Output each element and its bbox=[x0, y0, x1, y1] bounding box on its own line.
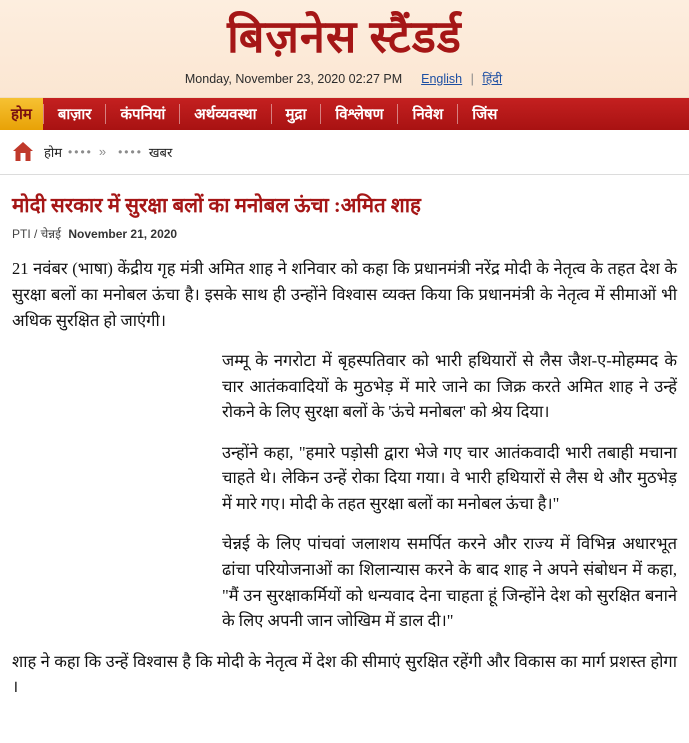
breadcrumb-home[interactable]: होम bbox=[44, 144, 63, 160]
article-paragraph: शाह ने कहा कि उन्हें विश्वास है कि मोदी के नेतृत्व में देश की सीमाएं सुरक्षित रहेंगी और विकास का मार्ग प्रशस्त होगा । bbox=[12, 651, 677, 697]
language-separator: | bbox=[470, 71, 474, 86]
breadcrumb-arrow: » bbox=[98, 144, 107, 160]
nav-item-analysis[interactable]: विश्लेषण bbox=[335, 105, 384, 123]
nav-item-investment[interactable]: निवेश bbox=[412, 105, 444, 123]
byline-date: November 21, 2020 bbox=[68, 227, 178, 242]
language-link-hindi[interactable]: हिंदी bbox=[482, 71, 503, 86]
article-body bbox=[12, 256, 677, 699]
article-paragraph: चेन्नई के लिए पांचवां जलाशय समर्पित करने और राज्य में विभिन्न अधारभूत ढांचा परियोजनाओं का शिलान्यास करने के बाद शाह ने अपने संबोधन में कहा, "मैं उन सुरक्षाकर्मियों को धन्यवाद देना चाहता हूं जिन्होंने देश को सुरक्षित बनाने के लिए अपनी जान जोखिम में डाल दी।" bbox=[222, 534, 677, 631]
main-navigation bbox=[0, 98, 689, 130]
byline bbox=[12, 225, 677, 242]
nav-item-companies[interactable]: कंपनियां bbox=[120, 105, 166, 123]
article-paragraph: उन्होंने कहा, "हमारे पड़ोसी द्वारा भेजे गए चार आतंकवादी भारी तबाही मचाना चाहते थे। लेकिन उन्हें रोका दिया गया। वे भारी हथियारों से लैस थे और मुठभेड़ में मारे गए। मोदी के तहत सुरक्षा बलों का मनोबल ऊंचा है।" bbox=[222, 442, 677, 513]
current-date-time: Monday, November 23, 2020 02:27 PM bbox=[184, 71, 403, 86]
nav-item-currency[interactable]: मुद्रा bbox=[285, 105, 307, 123]
article-paragraph: जम्मू के नगरोटा में बृहस्पतिवार को भारी हथियारों से लैस जैश-ए-मोहम्मद के चार आतंकवादियों के मुठभेड़ में मारे जाने का जिक्र करते अमित शाह ने उन्हें रोकने के लिए सुरक्षा बलों के 'ऊंचे मनोबल' को श्रेय दिया। bbox=[222, 351, 677, 422]
byline-agency: PTI / चेन्नई bbox=[12, 227, 62, 242]
article-paragraph: 21 नवंबर (भाषा) केंद्रीय गृह मंत्री अमित शाह ने शनिवार को कहा कि प्रधानमंत्री नरेंद्र मोदी के नेतृत्व के तहत देश के सुरक्षा बलों का मनोबल ऊंचा है। इसके साथ ही उन्होंने विश्वास व्यक्त किया कि प्रधानमंत्री के नेतृत्व में सीमाओं भी अधिक सुरक्षित हो जाएंगी। bbox=[12, 259, 677, 330]
nav-item-economy[interactable]: अर्थव्यवस्था bbox=[194, 105, 257, 123]
masthead-meta bbox=[0, 70, 689, 91]
home-icon[interactable] bbox=[12, 141, 34, 162]
breadcrumb-current[interactable]: खबर bbox=[148, 144, 173, 160]
nav-item-market[interactable]: बाज़ार bbox=[57, 105, 92, 123]
language-link-english[interactable]: English bbox=[421, 71, 463, 86]
nav-item-commodity[interactable]: जिंस bbox=[472, 105, 498, 123]
article bbox=[0, 175, 689, 700]
breadcrumb-dots: •••• bbox=[68, 144, 93, 159]
site-logo[interactable]: बिज़नेस स्टैंडर्ड bbox=[227, 12, 462, 62]
page-title: मोदी सरकार में सुरक्षा बलों का मनोबल ऊंचा :अमित शाह bbox=[12, 194, 421, 217]
breadcrumb bbox=[0, 130, 689, 175]
nav-item-home[interactable]: होम bbox=[0, 98, 43, 130]
breadcrumb-dots: •••• bbox=[118, 144, 143, 159]
masthead bbox=[0, 0, 689, 98]
